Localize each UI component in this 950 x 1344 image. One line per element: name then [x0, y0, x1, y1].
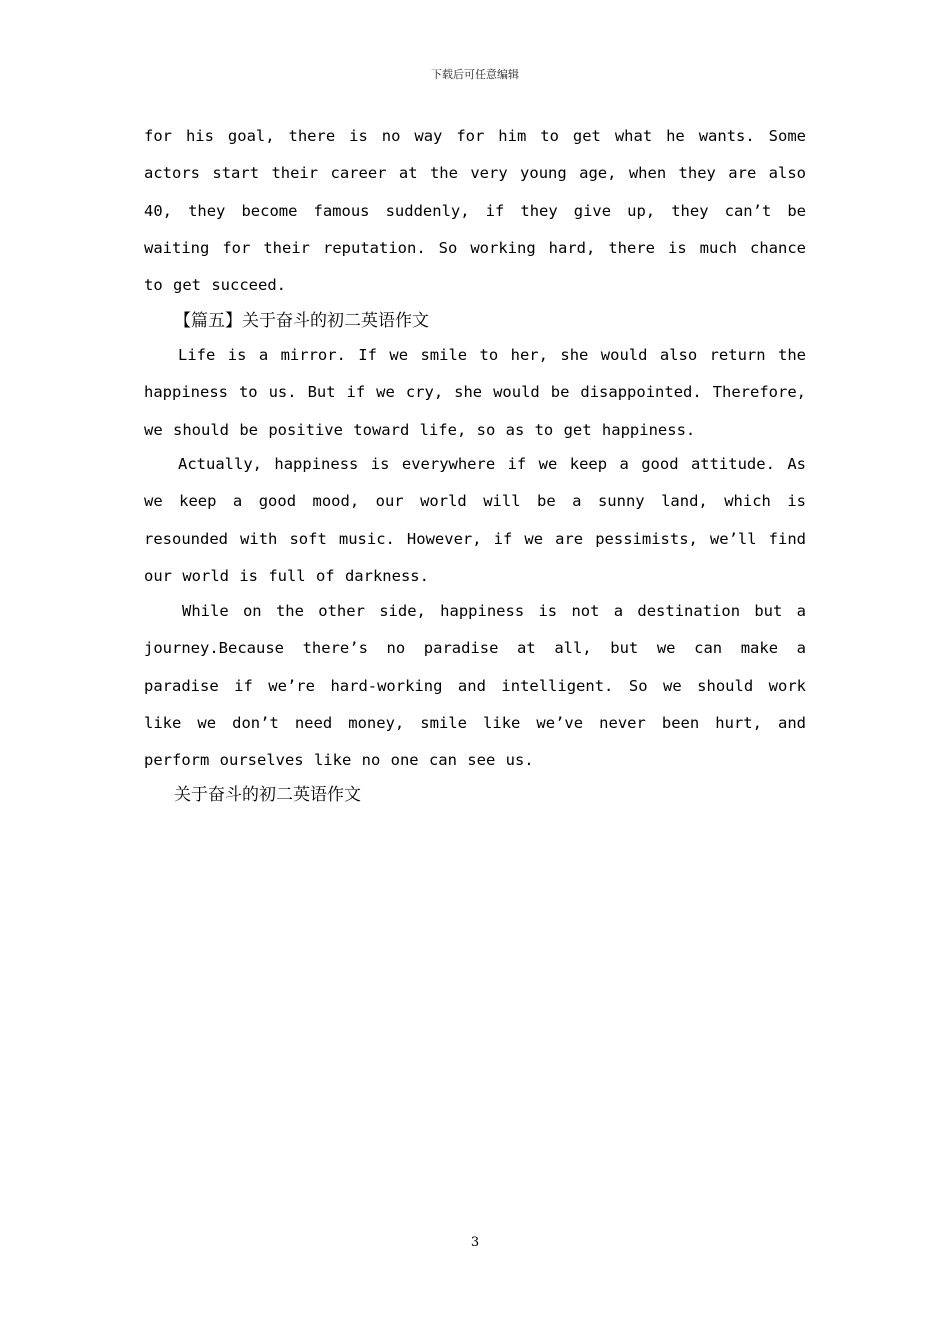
paragraph-block-2 [144, 446, 806, 595]
paragraph-journey: While on the other side, happiness is not a destination but a journey.Because there’s no paradise at all, but we can make a paradise if we’re hard-working and intelligent. So we should work like we don’t need money, smile like we’ve never been hurt, and perform ourselves like no one can see us. [144, 602, 806, 770]
paragraph-life-mirror: Life is a mirror. If we smile to her, she would also return the happiness to us. But if we cry, she would be disappointed. Therefore, we should be positive toward life, so as to get happiness. [144, 346, 806, 439]
paragraph-block-1 [144, 337, 806, 449]
closing-title-block [144, 785, 806, 805]
document-body [144, 118, 806, 304]
section-heading-block [144, 311, 806, 331]
section-heading: 【篇五】关于奋斗的初二英语作文 [174, 311, 429, 331]
page-header: 下载后可任意编辑 [431, 68, 519, 81]
paragraph-happiness-attitude: Actually, happiness is everywhere if we keep a good attitude. As we keep a good mood, our world will be a sunny land, which is resounded with soft music. However, if we are pessimists, we’ll find our world is full of darkness. [144, 455, 806, 585]
paragraph-block-3 [144, 593, 806, 779]
continuation-paragraph: for his goal, there is no way for him to get what he wants. Some actors start their career at the very young age, when they are also 40, they become famous suddenly, if they give up, they can’t be waiting for their reputation. So working hard, there is much chance to get succeed. [144, 127, 806, 295]
page-number: 3 [470, 1235, 480, 1250]
closing-title: 关于奋斗的初二英语作文 [174, 785, 361, 805]
